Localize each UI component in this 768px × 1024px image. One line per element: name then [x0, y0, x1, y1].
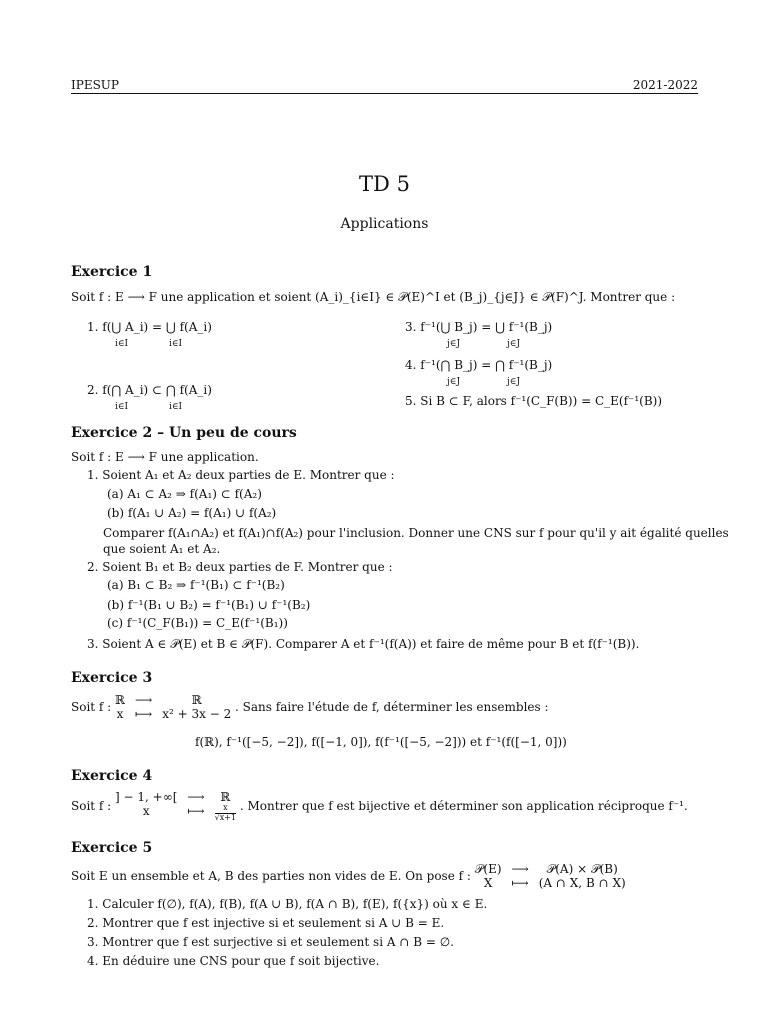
header-rule: [71, 93, 698, 94]
map-expression: x² + 3x − 2: [162, 707, 232, 722]
map-fraction: [215, 804, 236, 823]
exercise-3-soit: Soit f :: [71, 699, 112, 714]
header-left: IPESUP: [71, 78, 119, 92]
exercise-5-heading: Exercice 5: [71, 840, 153, 856]
exercise-3-statement: [71, 693, 549, 722]
map-var: X: [483, 876, 493, 891]
exercise-1-intro: Soit f : E ⟶ F une application et soient (A_i)_{i∈I} ∈ 𝒫(E)^I et (B_j)_{j∈J} ∈ 𝒫(F)^J. Montrer que :: [71, 290, 676, 304]
exercise-1-item-3-sub-a: j∈J: [447, 339, 461, 349]
exercise-1-item-1-sub-b: i∈I: [169, 339, 183, 349]
exercise-5-item-2: 2. Montrer que f est injective si et seulement si A ∪ B = E.: [87, 916, 445, 930]
exercise-4-heading: Exercice 4: [71, 768, 153, 784]
map-mapsto: ⟼: [511, 876, 529, 891]
map-arrow: ⟶: [187, 790, 205, 804]
exercise-5-intro: Soit E un ensemble et A, B des parties non vides de E. On pose f :: [71, 868, 471, 883]
exercise-4-statement: [71, 790, 688, 823]
exercise-2-heading: Exercice 2 – Un peu de cours: [71, 425, 297, 441]
exercise-3-heading: Exercice 3: [71, 670, 153, 686]
header-right: 2021-2022: [632, 78, 698, 92]
page-header: [71, 78, 698, 92]
exercise-1-item-3-sub-b: j∈J: [507, 339, 521, 349]
map-mapsto: ⟼: [187, 804, 205, 819]
map-var: x: [142, 804, 150, 819]
exercise-4-mapping: [115, 790, 236, 823]
exercise-1-item-4-sub-b: j∈J: [507, 377, 521, 387]
map-var: x: [116, 707, 124, 722]
document-title: TD 5: [359, 172, 410, 196]
exercise-5-item-1: 1. Calculer f(∅), f(A), f(B), f(A ∪ B), f(A ∩ B), f(E), f({x}) où x ∈ E.: [87, 897, 488, 911]
exercise-3-mapping: [115, 693, 231, 722]
map-domain: ℝ: [115, 693, 126, 707]
exercise-2-item-1c-line2: que soient A₁ et A₂.: [103, 542, 221, 556]
exercise-2-item-1a: (a) A₁ ⊂ A₂ ⇒ f(A₁) ⊂ f(A₂): [107, 487, 262, 501]
map-domain: ] − 1, +∞[: [115, 790, 178, 804]
exercise-5-statement: [71, 862, 626, 891]
exercise-3-sets: f(ℝ), f⁻¹([−5, −2]), f([−1, 0]), f(f⁻¹([−5, −2])) et f⁻¹(f([−1, 0])): [195, 735, 567, 749]
exercise-1-item-2-sub-b: i∈I: [169, 402, 183, 412]
exercise-5-item-3: 3. Montrer que f est surjective si et seulement si A ∩ B = ∅.: [87, 935, 454, 949]
exercise-2-item-2: 2. Soient B₁ et B₂ deux parties de F. Montrer que :: [87, 560, 393, 574]
document-subtitle: Applications: [340, 216, 429, 232]
exercise-2-item-1b: (b) f(A₁ ∪ A₂) = f(A₁) ∪ f(A₂): [107, 506, 277, 520]
exercise-1-item-1-sub-a: i∈I: [115, 339, 129, 349]
exercise-5-mapping: [475, 862, 626, 891]
exercise-3-after: . Sans faire l'étude de f, déterminer les ensembles :: [235, 699, 549, 714]
map-arrow: ⟶: [135, 693, 153, 707]
exercise-4-after: . Montrer que f est bijective et déterminer son application réciproque f⁻¹.: [239, 798, 688, 813]
exercise-2-item-1: 1. Soient A₁ et A₂ deux parties de E. Montrer que :: [87, 468, 395, 482]
map-codomain: ℝ: [220, 790, 231, 804]
exercise-2-item-2a: (a) B₁ ⊂ B₂ ⇒ f⁻¹(B₁) ⊂ f⁻¹(B₂): [107, 578, 285, 592]
fraction-denominator: √x+1: [214, 813, 237, 823]
exercise-1-item-5: 5. Si B ⊂ F, alors f⁻¹(C_F(B)) = C_E(f⁻¹(B)): [405, 394, 663, 408]
exercise-1-item-4: 4. f⁻¹(⋂ B_j) = ⋂ f⁻¹(B_j): [405, 358, 553, 372]
exercise-4-soit: Soit f :: [71, 798, 112, 813]
exercise-2-item-2c: (c) f⁻¹(C_F(B₁)) = C_E(f⁻¹(B₁)): [107, 616, 288, 630]
exercise-2-intro: Soit f : E ⟶ F une application.: [71, 450, 259, 464]
exercise-1-item-2-sub-a: i∈I: [115, 402, 129, 412]
exercise-5-item-4: 4. En déduire une CNS pour que f soit bijective.: [87, 954, 380, 968]
map-domain: 𝒫(E): [474, 862, 502, 876]
exercise-2-item-2b: (b) f⁻¹(B₁ ∪ B₂) = f⁻¹(B₁) ∪ f⁻¹(B₂): [107, 598, 311, 612]
map-arrow: ⟶: [511, 862, 529, 876]
map-expression: (A ∩ X, B ∩ X): [538, 876, 626, 891]
exercise-1-item-4-sub-a: j∈J: [447, 377, 461, 387]
fraction-numerator: x: [215, 804, 236, 814]
exercise-1-item-3: 3. f⁻¹(⋃ B_j) = ⋃ f⁻¹(B_j): [405, 320, 553, 334]
map-codomain: ℝ: [191, 693, 202, 707]
exercise-1-item-1: 1. f(⋃ A_i) = ⋃ f(A_i): [87, 320, 212, 334]
exercise-1-item-2: 2. f(⋂ A_i) ⊂ ⋂ f(A_i): [87, 383, 212, 397]
exercise-2-item-3: 3. Soient A ∈ 𝒫(E) et B ∈ 𝒫(F). Comparer A et f⁻¹(f(A)) et faire de même pour B et f(f⁻¹(B)).: [87, 637, 640, 651]
exercise-1-heading: Exercice 1: [71, 264, 153, 280]
exercise-2-item-1c-line1: Comparer f(A₁∩A₂) et f(A₁)∩f(A₂) pour l'inclusion. Donner une CNS sur f pour qu'il y ait égalité quelles: [103, 526, 729, 540]
map-codomain: 𝒫(A) × 𝒫(B): [546, 862, 618, 876]
map-mapsto: ⟼: [135, 707, 153, 722]
